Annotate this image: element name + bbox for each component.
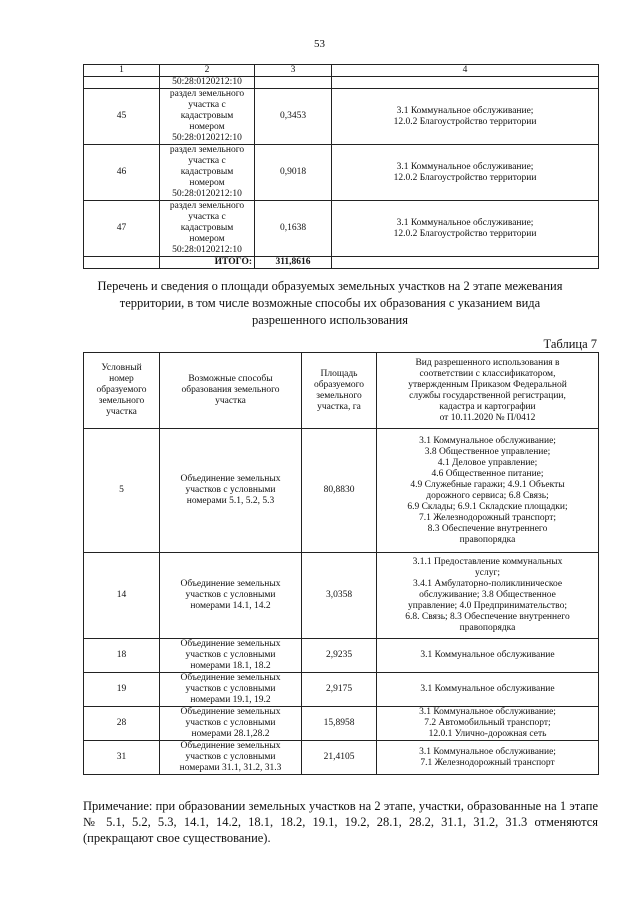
cell-line: образуемого [96,385,147,395]
cell-line: земельного [316,390,362,401]
cell-line: участка [106,407,137,417]
total-value: 311,8616 [255,257,332,269]
plot-number: 5 [84,429,160,553]
formation-method [160,707,302,741]
section-title-line: территории, в том числе возможные способы их образования с указанием вида [119,296,541,310]
plot-number: 18 [84,639,160,673]
cell-line: кадастра и картографии [439,401,536,412]
plot-number: 14 [84,553,160,639]
plot-area: 0,1638 [255,201,332,257]
cell-line: Объединение земельных [180,707,281,717]
cell-line: образования земельного [181,385,280,395]
empty-cell [255,77,332,89]
table-row [84,89,599,145]
cell-line: участка с [188,156,226,166]
cell-line: 3.1 Коммунальное обслуживание; [396,161,534,172]
permitted-use [332,201,599,257]
column-number: 1 [84,65,160,77]
cell-line: 3.1 Коммунальное обслуживание [420,650,555,660]
table-row [84,741,599,775]
cell-line: 4.1 Деловое управление; [437,457,538,468]
cell-line: Объединение земельных [180,673,281,683]
cell-line: участков с условными [185,590,276,600]
column-number: 2 [160,65,255,77]
empty-cell [84,257,160,269]
cell-line: кадастровым номером [180,111,234,132]
cell-line: участков с условными [185,650,276,660]
cell-line: земельного [98,396,145,406]
cell-line: раздел земельного [169,201,245,211]
cell-line: Объединение земельных [180,741,281,751]
formation-method [160,429,302,553]
formation-method [160,741,302,775]
section-title-line: разрешенного использования [251,313,408,327]
column-header [302,353,377,429]
cell-line: 4.9 Служебные гаражи; 4.9.1 Объекты [410,479,565,490]
permitted-use [377,429,599,553]
cell-line: номерами 31.1, 31.2, 31.3 [179,763,282,773]
permitted-use [377,741,599,775]
cell-line: кадастровым номером [180,223,234,244]
cell-line: номерами 19.1, 19.2 [190,695,271,705]
continuation-cadastral: 50:28:0120212:10 [160,77,255,89]
cell-line: 8.3 Обеспечение внутреннего [427,523,548,534]
formation-method [160,639,302,673]
cell-line: Объединение земельных [180,474,281,484]
permitted-use [377,639,599,673]
plot-area: 0,3453 [255,89,332,145]
column-number: 4 [332,65,599,77]
table-label: Таблица 7 [543,337,597,351]
cell-line: обслуживание; 3.8 Общественное [419,590,556,600]
plot-number: 28 [84,707,160,741]
formation-method [160,673,302,707]
cell-line: правопорядка [459,623,516,633]
plot-number: 31 [84,741,160,775]
total-row [84,257,599,269]
cell-line: Объединение земельных [180,639,281,649]
plot-area: 21,4105 [302,741,377,775]
cell-line: образуемого [313,379,365,390]
cell-line: участка с [188,212,226,222]
cell-line: 3.4.1 Амбулаторно-поликлиническое [412,579,563,589]
permitted-use [332,145,599,201]
plot-area: 3,0358 [302,553,377,639]
table-row [84,429,599,553]
cell-line: номер [109,374,134,384]
cell-line: 6.8. Связь; 8.3 Обеспечение внутреннего [405,612,570,622]
cell-line: 50:28:0120212:10 [172,245,242,255]
section-title [90,278,570,329]
table-header-row [84,353,599,429]
cell-line: участков с условными [185,752,276,762]
cell-line: Возможные способы [188,374,273,384]
table-row [84,553,599,639]
cell-line: 50:28:0120212:10 [172,189,242,199]
table-row [84,145,599,201]
permitted-use [332,89,599,145]
plot-number: 19 [84,673,160,707]
cell-line: 50:28:0120212:10 [172,133,242,143]
plot-number: 45 [84,89,160,145]
cell-line: номерами 18.1, 18.2 [190,661,271,671]
cell-line: 7.1 Железнодорожный транспорт [420,757,555,768]
land-plots-table-continuation [83,64,599,269]
cell-line: 3.1 Коммунальное обслуживание; [419,746,556,757]
empty-cell [332,257,599,269]
cell-line: 3.1 Коммунальное обслуживание; [419,707,556,717]
permitted-use [377,707,599,741]
cell-line: участка с [188,100,226,110]
cell-line: Условный [101,363,142,373]
plot-description [160,89,255,145]
cell-line: управление; 4.0 Предпринимательство; [408,601,567,611]
plot-area: 2,9175 [302,673,377,707]
cell-line: Объединение земельных [180,579,281,589]
cell-line: кадастровым номером [180,167,234,188]
cell-line: службы государственной регистрации, [409,390,566,401]
cell-line: 3.1 Коммунальное обслуживание [420,684,555,694]
cell-line: 12.0.2 Благоустройство территории [393,116,537,127]
cell-line: услуг; [475,568,500,578]
table-row [84,707,599,741]
plot-description [160,201,255,257]
permitted-use [377,673,599,707]
plot-area: 15,8958 [302,707,377,741]
plot-number: 47 [84,201,160,257]
cell-line: раздел земельного [169,89,245,99]
cell-line: соответствии с классификатором, [419,368,556,379]
plot-area: 0,9018 [255,145,332,201]
cell-line: 3.1 Коммунальное обслуживание; [396,217,534,228]
cell-line: Вид разрешенного использования в [415,357,560,368]
table-header-row [84,65,599,77]
cell-line: участков с условными [185,684,276,694]
cell-line: номерами 5.1, 5.2, 5.3 [186,496,275,506]
cell-line: 3.1 Коммунальное обслуживание; [396,105,534,116]
column-header [377,353,599,429]
permitted-use [377,553,599,639]
plot-area: 2,9235 [302,639,377,673]
cell-line: 4.6 Общественное питание; [431,468,544,479]
cell-line: от 10.11.2020 № П/0412 [439,412,536,423]
cell-line: раздел земельного [169,145,245,155]
total-label: ИТОГО: [160,257,255,269]
cell-line: Площадь [320,368,358,379]
table-row [84,639,599,673]
formation-method [160,553,302,639]
page-number: 53 [314,38,325,50]
cell-line: утвержденным Приказом Федеральной [408,379,567,390]
cell-line: 12.0.2 Благоустройство территории [393,172,537,183]
cell-line: участка, га [317,401,361,412]
cell-line: 3.8 Общественное управление; [424,446,551,457]
plot-description [160,145,255,201]
table-row [84,201,599,257]
cell-line: номерами 28.1,28.2 [191,729,270,739]
table-row-continuation [84,77,599,89]
section-title-line: Перечень и сведения о площади образуемых земельных участков на 2 этапе межевания [97,279,563,293]
cell-line: 3.1 Коммунальное обслуживание; [419,435,556,446]
second-stage-plots-table [83,352,599,775]
table-row [84,673,599,707]
cell-line: 12.0.1 Улично-дорожная сеть [428,729,547,739]
plot-area: 80,8830 [302,429,377,553]
cell-line: участков с условными [185,718,276,728]
cell-line: участка [215,396,246,406]
cell-line: правопорядка [459,534,516,545]
column-number: 3 [255,65,332,77]
cell-line: 6.9 Склады; 6.9.1 Складские площадки; [407,501,568,512]
cell-line: 3.1.1 Предоставление коммунальных [412,557,563,567]
column-header [160,353,302,429]
cell-line: 7.1 Железнодорожный транспорт; [418,512,556,523]
empty-cell [332,77,599,89]
cell-line: 7.2 Автомобильный транспорт; [424,718,551,728]
note: Примечание: при образовании земельных участков на 2 этапе, участки, образованные на 1 этапе № 5.1, 5.2, 5.3, 14.1, 14.2, 18.1, 18.2, 19.1, 19.2, 28.1, 28.2, 31.1, 31.2, 31.3 отменяются (прекращают свое существование). [83,799,598,845]
column-header [84,353,160,429]
cell-line: дорожного сервиса; 6.8 Связь; [426,490,549,501]
cell-line: 12.0.2 Благоустройство территории [393,228,537,239]
cell-line: номерами 14.1, 14.2 [190,601,271,611]
empty-cell [84,77,160,89]
cell-line: участков с условными [185,485,276,495]
plot-number: 46 [84,145,160,201]
